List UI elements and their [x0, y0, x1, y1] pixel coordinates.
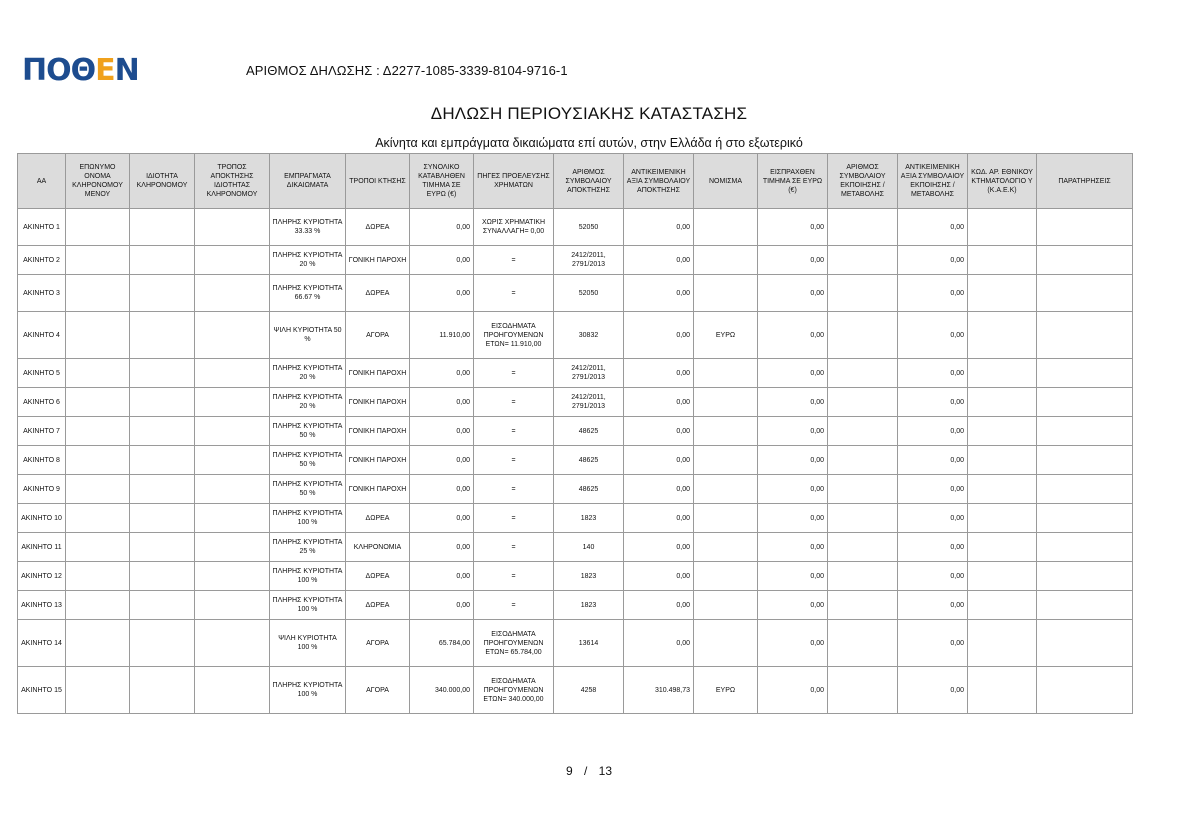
table-cell: [66, 359, 130, 388]
table-cell: [195, 475, 270, 504]
table-row: [18, 246, 1133, 275]
table-row: [18, 417, 1133, 446]
table-cell: [828, 591, 898, 620]
table-cell: [130, 359, 195, 388]
table-cell: ΠΛΗΡΗΣ ΚΥΡΙΟΤΗΤΑ 20 %: [270, 388, 346, 417]
table-cell: 0,00: [410, 275, 474, 312]
table-cell: =: [474, 275, 554, 312]
table-cell: [195, 388, 270, 417]
table-cell: 0,00: [898, 417, 968, 446]
table-cell: [1037, 533, 1133, 562]
table-cell: [1037, 209, 1133, 246]
table-cell: [195, 667, 270, 714]
table-cell: ΑΚΙΝΗΤΟ 14: [18, 620, 66, 667]
table-row: [18, 591, 1133, 620]
table-cell: 0,00: [898, 209, 968, 246]
table-cell: [694, 562, 758, 591]
table-cell: ΠΛΗΡΗΣ ΚΥΡΙΟΤΗΤΑ 100 %: [270, 667, 346, 714]
table-cell: [130, 475, 195, 504]
table-cell: ΔΩΡΕΑ: [346, 562, 410, 591]
table-cell: [66, 667, 130, 714]
table-cell: 11.910,00: [410, 312, 474, 359]
column-header: ΑΑ: [18, 154, 66, 209]
table-cell: 340.000,00: [410, 667, 474, 714]
column-header: ΑΡΙΘΜΟΣ ΣΥΜΒΟΛΑΙΟΥ ΑΠΟΚΤΗΣΗΣ: [554, 154, 624, 209]
table-row: [18, 209, 1133, 246]
table-cell: [1037, 504, 1133, 533]
table-cell: 0,00: [758, 562, 828, 591]
table-row: [18, 533, 1133, 562]
table-cell: [828, 417, 898, 446]
table-cell: [1037, 312, 1133, 359]
column-header: ΕΜΠΡΑΓΜΑΤΑ ΔΙΚΑΙΩΜΑΤΑ: [270, 154, 346, 209]
declaration-value: Δ2277-1085-3339-8104-9716-1: [382, 63, 568, 78]
table-cell: 2412/2011, 2791/2013: [554, 359, 624, 388]
table-cell: 0,00: [410, 446, 474, 475]
table-row: [18, 312, 1133, 359]
table-cell: 0,00: [410, 533, 474, 562]
table-cell: [130, 312, 195, 359]
table-cell: [694, 620, 758, 667]
table-cell: 0,00: [624, 591, 694, 620]
table-cell: 310.498,73: [624, 667, 694, 714]
table-cell: =: [474, 533, 554, 562]
table-cell: ΠΛΗΡΗΣ ΚΥΡΙΟΤΗΤΑ 100 %: [270, 591, 346, 620]
table-cell: [1037, 620, 1133, 667]
table-cell: ΑΚΙΝΗΤΟ 4: [18, 312, 66, 359]
table-cell: ΨΙΛΗ ΚΥΡΙΟΤΗΤΑ 100 %: [270, 620, 346, 667]
table-cell: [1037, 246, 1133, 275]
table-cell: ΑΚΙΝΗΤΟ 6: [18, 388, 66, 417]
table-cell: ΑΓΟΡΑ: [346, 620, 410, 667]
table-cell: 0,00: [758, 209, 828, 246]
table-row: [18, 620, 1133, 667]
table-cell: 0,00: [898, 562, 968, 591]
table-cell: [968, 359, 1037, 388]
table-cell: =: [474, 591, 554, 620]
table-cell: [195, 246, 270, 275]
table-cell: 0,00: [898, 246, 968, 275]
table-cell: [130, 667, 195, 714]
column-header: ΑΝΤΙΚΕΙΜΕΝΙΚΗ ΑΞΙΑ ΣΥΜΒΟΛΑΙΟΥ ΕΚΠΟΙΗΣΗΣ / ΜΕΤΑΒΟΛΗΣ: [898, 154, 968, 209]
table-cell: 0,00: [410, 504, 474, 533]
table-cell: [130, 591, 195, 620]
table-cell: [1037, 591, 1133, 620]
table-cell: 0,00: [758, 359, 828, 388]
table-cell: 0,00: [758, 417, 828, 446]
table-cell: [195, 591, 270, 620]
table-cell: ΧΩΡΙΣ ΧΡΗΜΑΤΙΚΗ ΣΥΝΑΛΛΑΓΗ= 0,00: [474, 209, 554, 246]
table-cell: 0,00: [898, 667, 968, 714]
table-cell: [828, 562, 898, 591]
table-cell: [66, 562, 130, 591]
table-cell: [694, 209, 758, 246]
table-cell: 0,00: [624, 533, 694, 562]
table-cell: [1037, 562, 1133, 591]
table-row: [18, 359, 1133, 388]
column-header: ΑΡΙΘΜΟΣ ΣΥΜΒΟΛΑΙΟΥ ΕΚΠΟΙΗΣΗΣ /ΜΕΤΑΒΟΛΗΣ: [828, 154, 898, 209]
table-cell: 52050: [554, 275, 624, 312]
table-cell: [1037, 475, 1133, 504]
table-cell: [1037, 388, 1133, 417]
table-cell: ΑΚΙΝΗΤΟ 10: [18, 504, 66, 533]
table-cell: 0,00: [624, 388, 694, 417]
table-cell: 0,00: [898, 504, 968, 533]
table-cell: 2412/2011, 2791/2013: [554, 246, 624, 275]
page-title: ΔΗΛΩΣΗ ΠΕΡΙΟΥΣΙΑΚΗΣ ΚΑΤΑΣΤΑΣΗΣ: [430, 104, 748, 123]
table-cell: =: [474, 417, 554, 446]
table-cell: [195, 533, 270, 562]
table-cell: 0,00: [898, 388, 968, 417]
table-cell: [195, 446, 270, 475]
table-cell: [130, 417, 195, 446]
table-cell: [694, 446, 758, 475]
table-cell: [66, 591, 130, 620]
table-cell: [828, 475, 898, 504]
table-cell: 0,00: [624, 620, 694, 667]
table-cell: 30832: [554, 312, 624, 359]
table-cell: ΑΚΙΝΗΤΟ 15: [18, 667, 66, 714]
table-cell: [968, 417, 1037, 446]
table-cell: ΠΛΗΡΗΣ ΚΥΡΙΟΤΗΤΑ 66.67 %: [270, 275, 346, 312]
table-cell: ΑΚΙΝΗΤΟ 8: [18, 446, 66, 475]
column-header: ΤΡΟΠΟΣ ΑΠΟΚΤΗΣΗΣ ΙΔΙΟΤΗΤΑΣ ΚΛΗΡΟΝΟΜΟΥ: [195, 154, 270, 209]
table-cell: [195, 275, 270, 312]
table-cell: [694, 533, 758, 562]
table-cell: [66, 275, 130, 312]
table-cell: ΑΚΙΝΗΤΟ 9: [18, 475, 66, 504]
table-cell: [195, 620, 270, 667]
table-cell: [66, 533, 130, 562]
table-cell: [968, 209, 1037, 246]
table-cell: 65.784,00: [410, 620, 474, 667]
table-row: [18, 275, 1133, 312]
table-cell: ΑΚΙΝΗΤΟ 1: [18, 209, 66, 246]
table-cell: =: [474, 359, 554, 388]
table-cell: ΚΛΗΡΟΝΟΜΙΑ: [346, 533, 410, 562]
table-cell: [66, 620, 130, 667]
table-cell: [66, 209, 130, 246]
table-cell: ΓΟΝΙΚΗ ΠΑΡΟΧΗ: [346, 359, 410, 388]
table-cell: 4258: [554, 667, 624, 714]
table-cell: ΠΛΗΡΗΣ ΚΥΡΙΟΤΗΤΑ 25 %: [270, 533, 346, 562]
table-cell: [66, 246, 130, 275]
table-cell: 1823: [554, 504, 624, 533]
table-cell: ΨΙΛΗ ΚΥΡΙΟΤΗΤΑ 50 %: [270, 312, 346, 359]
table-cell: ΑΚΙΝΗΤΟ 7: [18, 417, 66, 446]
column-header: ΚΩΔ. ΑΡ. ΕΘΝΙΚΟΥ ΚΤΗΜΑΤΟΛΟΓΙΟ Υ (Κ.Α.Ε.Κ): [968, 154, 1037, 209]
table-cell: [828, 275, 898, 312]
table-cell: ΠΛΗΡΗΣ ΚΥΡΙΟΤΗΤΑ 100 %: [270, 504, 346, 533]
table-cell: [130, 209, 195, 246]
table-cell: ΑΚΙΝΗΤΟ 13: [18, 591, 66, 620]
table-cell: 0,00: [758, 533, 828, 562]
table-cell: 1823: [554, 562, 624, 591]
column-header: ΑΝΤΙΚΕΙΜΕΝΙΚΗ ΑΞΙΑ ΣΥΜΒΟΛΑΙΟΥ ΑΠΟΚΤΗΣΗΣ: [624, 154, 694, 209]
table-cell: 0,00: [410, 209, 474, 246]
table-cell: =: [474, 246, 554, 275]
table-cell: ΠΛΗΡΗΣ ΚΥΡΙΟΤΗΤΑ 20 %: [270, 359, 346, 388]
table-cell: 0,00: [624, 475, 694, 504]
table-cell: ΕΙΣΟΔΗΜΑΤΑ ΠΡΟΗΓΟΥΜΕΝΩΝ ΕΤΩΝ= 340.000,00: [474, 667, 554, 714]
table-cell: 0,00: [624, 562, 694, 591]
table-cell: 48625: [554, 417, 624, 446]
table-cell: [66, 504, 130, 533]
table-cell: 0,00: [758, 667, 828, 714]
table-cell: [195, 312, 270, 359]
table-cell: ΓΟΝΙΚΗ ΠΑΡΟΧΗ: [346, 388, 410, 417]
table-cell: ΠΛΗΡΗΣ ΚΥΡΙΟΤΗΤΑ 50 %: [270, 417, 346, 446]
table-cell: ΓΟΝΙΚΗ ΠΑΡΟΧΗ: [346, 246, 410, 275]
table-cell: ΔΩΡΕΑ: [346, 504, 410, 533]
table-cell: 0,00: [898, 275, 968, 312]
table-cell: [828, 209, 898, 246]
table-cell: [195, 359, 270, 388]
table-cell: 0,00: [898, 475, 968, 504]
table-cell: [1037, 359, 1133, 388]
table-row: [18, 475, 1133, 504]
table-cell: [828, 246, 898, 275]
table-cell: [195, 417, 270, 446]
table-cell: ΑΚΙΝΗΤΟ 2: [18, 246, 66, 275]
table-cell: 0,00: [898, 620, 968, 667]
declaration-label: ΑΡΙΘΜΟΣ ΔΗΛΩΣΗΣ :: [246, 63, 380, 78]
column-header: ΣΥΝΟΛΙΚΟ ΚΑΤΑΒΛΗΘΕΝ ΤΙΜΗΜΑ ΣΕ ΕΥΡΩ (€): [410, 154, 474, 209]
table-cell: 0,00: [410, 246, 474, 275]
table-cell: 0,00: [410, 359, 474, 388]
table-cell: 2412/2011, 2791/2013: [554, 388, 624, 417]
table-cell: 0,00: [410, 562, 474, 591]
table-row: [18, 446, 1133, 475]
table-cell: [130, 388, 195, 417]
table-cell: =: [474, 446, 554, 475]
column-header: ΠΗΓΕΣ ΠΡΟΕΛΕΥΣΗΣ ΧΡΗΜΑΤΩΝ: [474, 154, 554, 209]
table-cell: [968, 388, 1037, 417]
table-cell: [195, 504, 270, 533]
table-cell: 0,00: [624, 275, 694, 312]
table-cell: ΔΩΡΕΑ: [346, 209, 410, 246]
table-cell: [195, 209, 270, 246]
table-cell: =: [474, 475, 554, 504]
table-cell: 0,00: [758, 475, 828, 504]
table-cell: [968, 533, 1037, 562]
table-cell: [66, 312, 130, 359]
table-cell: [828, 388, 898, 417]
table-cell: 13614: [554, 620, 624, 667]
assets-table: [17, 153, 1133, 714]
table-cell: 52050: [554, 209, 624, 246]
table-cell: [828, 504, 898, 533]
table-cell: 0,00: [758, 388, 828, 417]
declaration-number: [246, 63, 568, 78]
table-cell: [694, 417, 758, 446]
table-cell: [828, 620, 898, 667]
table-cell: [130, 562, 195, 591]
table-cell: [66, 475, 130, 504]
table-cell: [828, 533, 898, 562]
table-cell: [66, 446, 130, 475]
table-cell: ΑΓΟΡΑ: [346, 312, 410, 359]
table-cell: 0,00: [758, 275, 828, 312]
table-cell: ΠΛΗΡΗΣ ΚΥΡΙΟΤΗΤΑ 20 %: [270, 246, 346, 275]
table-cell: 0,00: [758, 312, 828, 359]
page-number: 9 / 13: [565, 764, 613, 778]
table-cell: 0,00: [624, 209, 694, 246]
table-cell: [968, 275, 1037, 312]
pothen-logo: ΠΟΘΕΝ: [22, 53, 139, 88]
table-cell: 0,00: [410, 591, 474, 620]
table-row: [18, 562, 1133, 591]
table-cell: [130, 246, 195, 275]
table-cell: [130, 504, 195, 533]
column-header: ΤΡΟΠΟΙ ΚΤΗΣΗΣ: [346, 154, 410, 209]
table-cell: ΠΛΗΡΗΣ ΚΥΡΙΟΤΗΤΑ 33.33 %: [270, 209, 346, 246]
table-cell: [130, 275, 195, 312]
table-cell: ΔΩΡΕΑ: [346, 275, 410, 312]
table-cell: [968, 312, 1037, 359]
table-cell: [828, 446, 898, 475]
table-cell: [66, 417, 130, 446]
table-cell: ΔΩΡΕΑ: [346, 591, 410, 620]
table-cell: ΑΚΙΝΗΤΟ 11: [18, 533, 66, 562]
column-header: ΠΑΡΑΤΗΡΗΣΕΙΣ: [1037, 154, 1133, 209]
table-cell: =: [474, 504, 554, 533]
table-cell: [694, 246, 758, 275]
table-row: [18, 504, 1133, 533]
table-cell: 0,00: [758, 620, 828, 667]
table-cell: =: [474, 388, 554, 417]
table-cell: 0,00: [898, 446, 968, 475]
table-cell: [130, 620, 195, 667]
column-header: ΕΙΣΠΡΑΧΘΕΝ ΤΙΜΗΜΑ ΣΕ ΕΥΡΩ (€): [758, 154, 828, 209]
table-cell: [968, 591, 1037, 620]
column-header: ΝΟΜΙΣΜΑ: [694, 154, 758, 209]
table-cell: [130, 533, 195, 562]
table-cell: 0,00: [898, 312, 968, 359]
table-cell: [130, 446, 195, 475]
table-cell: [1037, 275, 1133, 312]
table-cell: 0,00: [624, 246, 694, 275]
table-cell: ΑΚΙΝΗΤΟ 5: [18, 359, 66, 388]
table-cell: 0,00: [758, 246, 828, 275]
table-cell: 0,00: [898, 359, 968, 388]
table-cell: ΓΟΝΙΚΗ ΠΑΡΟΧΗ: [346, 475, 410, 504]
table-cell: [968, 246, 1037, 275]
table-cell: 0,00: [758, 504, 828, 533]
column-header: ΕΠΩΝΥΜΟ ΟΝΟΜΑ ΚΛΗΡΟΝΟΜΟΥ ΜΕΝΟΥ: [66, 154, 130, 209]
table-cell: ΠΛΗΡΗΣ ΚΥΡΙΟΤΗΤΑ 100 %: [270, 562, 346, 591]
table-cell: 0,00: [758, 591, 828, 620]
table-cell: [968, 475, 1037, 504]
table-cell: 0,00: [624, 417, 694, 446]
table-cell: [968, 562, 1037, 591]
table-cell: [828, 667, 898, 714]
table-row: [18, 388, 1133, 417]
table-cell: [694, 591, 758, 620]
table-cell: 0,00: [898, 591, 968, 620]
table-cell: 0,00: [410, 388, 474, 417]
table-cell: [694, 275, 758, 312]
table-cell: 0,00: [624, 312, 694, 359]
table-cell: [828, 312, 898, 359]
table-cell: [694, 359, 758, 388]
table-cell: ΓΟΝΙΚΗ ΠΑΡΟΧΗ: [346, 417, 410, 446]
table-cell: 0,00: [624, 359, 694, 388]
table-row: [18, 667, 1133, 714]
table-body: [18, 209, 1133, 714]
table-cell: [195, 562, 270, 591]
table-cell: ΕΙΣΟΔΗΜΑΤΑ ΠΡΟΗΓΟΥΜΕΝΩΝ ΕΤΩΝ= 65.784,00: [474, 620, 554, 667]
table-cell: 0,00: [410, 417, 474, 446]
table-cell: ΓΟΝΙΚΗ ΠΑΡΟΧΗ: [346, 446, 410, 475]
table-cell: 0,00: [898, 533, 968, 562]
table-cell: 1823: [554, 591, 624, 620]
table-cell: [694, 388, 758, 417]
column-header: ΙΔΙΟΤΗΤΑ ΚΛΗΡΟΝΟΜΟΥ: [130, 154, 195, 209]
table-cell: 0,00: [758, 446, 828, 475]
table-cell: =: [474, 562, 554, 591]
table-header: [18, 154, 1133, 209]
table-cell: ΕΙΣΟΔΗΜΑΤΑ ΠΡΟΗΓΟΥΜΕΝΩΝ ΕΤΩΝ= 11.910,00: [474, 312, 554, 359]
table-cell: ΠΛΗΡΗΣ ΚΥΡΙΟΤΗΤΑ 50 %: [270, 475, 346, 504]
table-cell: 0,00: [410, 475, 474, 504]
table-cell: [968, 446, 1037, 475]
table-cell: [1037, 446, 1133, 475]
table-cell: ΑΓΟΡΑ: [346, 667, 410, 714]
table-cell: [968, 504, 1037, 533]
table-cell: 0,00: [624, 446, 694, 475]
table-cell: [968, 620, 1037, 667]
table-cell: ΠΛΗΡΗΣ ΚΥΡΙΟΤΗΤΑ 50 %: [270, 446, 346, 475]
page-subtitle: Ακίνητα και εμπράγματα δικαιώματα επί αυτών, στην Ελλάδα ή στο εξωτερικό: [375, 136, 803, 150]
table-cell: [694, 504, 758, 533]
table-cell: [828, 359, 898, 388]
table-cell: [694, 475, 758, 504]
table-cell: ΑΚΙΝΗΤΟ 12: [18, 562, 66, 591]
table-cell: ΕΥΡΩ: [694, 667, 758, 714]
table-cell: 140: [554, 533, 624, 562]
table-cell: ΕΥΡΩ: [694, 312, 758, 359]
table-cell: ΑΚΙΝΗΤΟ 3: [18, 275, 66, 312]
table-cell: [968, 667, 1037, 714]
table-cell: 0,00: [624, 504, 694, 533]
table-cell: [1037, 417, 1133, 446]
table-cell: 48625: [554, 446, 624, 475]
table-cell: 48625: [554, 475, 624, 504]
table-cell: [1037, 667, 1133, 714]
table-cell: [66, 388, 130, 417]
